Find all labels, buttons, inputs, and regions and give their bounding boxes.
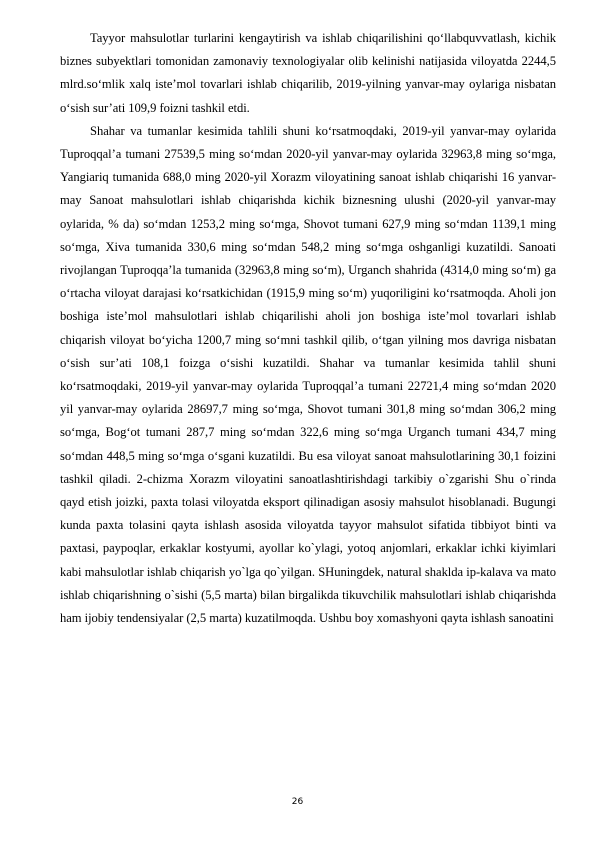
- page-number: 26: [291, 797, 304, 807]
- paragraph-analysis: Shahar va tumanlar kesimida tahlili shuni ko‘rsatmoqdaki, 2019-yil yanvar-may oylarida Tuproqqal’a tumani 27539,5 ming so‘mdan 2020-yil yanvar-may oylarida 32963,8 ming so‘mga, Yangiariq tumanida 688,0 ming 2020-yil Xorazm viloyatining sanoat ishlab chiqarishi 16 yanvar-may Sanoat mahsulotlari ishlab chiqarishda kichik biznesning ulushi (2020-yil yanvar-may oylarida, % da) so‘mdan 1253,2 ming so‘mga, Shovot tumani 627,9 ming so‘mdan 1139,1 ming so‘mga, Xiva tumanida 330,6 ming so‘mdan 548,2 ming so‘mga oshganligi kuzatildi. Sanoati rivojlangan Tuproqqa’la tumanida (32963,8 ming so‘m), Urganch shahrida (4314,0 ming so‘m) ga o‘rtacha viloyat darajasi ko‘rsatkichidan (1915,9 ming so‘m) yuqoriligini ko‘rsatmoqda. Aholi jon boshiga iste’mol mahsulotlari ishlab chiqarilishi aholi jon boshiga iste’mol tovarlari ishlab chiqarish viloyat bo‘yicha 1200,7 ming so‘mni tashkil qilib, o‘tgan yilning mos davriga nisbatan o‘sish sur’ati 108,1 foizga o‘sishi kuzatildi. Shahar va tumanlar kesimida tahlil shuni ko‘rsatmoqdaki, 2019-yil yanvar-may oylarida Tuproqqal’a tumani 22721,4 ming so‘mdan 2020 yil yanvar-may oylarida 28697,7 ming so‘mga, Shovot tumani 301,8 ming so‘mdan 306,2 ming so‘mga, Bog‘ot tumani 287,7 ming so‘mdan 322,6 ming so‘mga Urganch tumani 434,7 ming so‘mdan 448,5 ming so‘mga o‘sgani kuzatildi. Bu esa viloyat sanoat mahsulotlarining 30,1 foizini tashkil qiladi. 2-chizma Xorazm viloyatini sanoatlashtirishdagi tarkibiy o`zgarishi Shu o`rinda qayd etish joizki, paxta tolasi viloyatda eksport qilinadigan asosiy mahsulot hisoblanadi. Bugungi kunda paxta tolasini qayta ishlash asosida viloyatda tayyor mahsulot sifatida tibbiyot binti va paxtasi, paypoqlar, erkaklar kostyumi, ayollar ko`ylagi, yotoq anjomlari, erkaklar ichki kiyimlari kabi mahsulotlar ishlab chiqarish yo`lga qo`yilgan. SHuningdek, natural shaklda ip-kalava va mato ishlab chiqarishning o`sishi (5,5 marta) bilan birgalikda tikuvchilik mahsulotlari ishlab chiqarishda ham ijobiy tendensiyalar (2,5 marta) kuzatilmoqda. Ushbu boy xomashyoni qayta ishlash sanoatini: [60, 123, 556, 626]
- document-page: [60, 27, 556, 630]
- paragraph-intro: Tayyor mahsulotlar turlarini kengaytirish va ishlab chiqarilishini qo‘llabquvvatlash, kichik biznes subyektlari tomonidan zamonaviy texnologiyalar olib kelinishi natijasida viloyatda 2244,5 mlrd.so‘mlik xalq iste’mol tovarlari ishlab chiqarilib, 2019-yilning yanvar-may oylariga nisbatan o‘sish sur’ati 109,9 foizni tashkil etdi.: [60, 31, 556, 115]
